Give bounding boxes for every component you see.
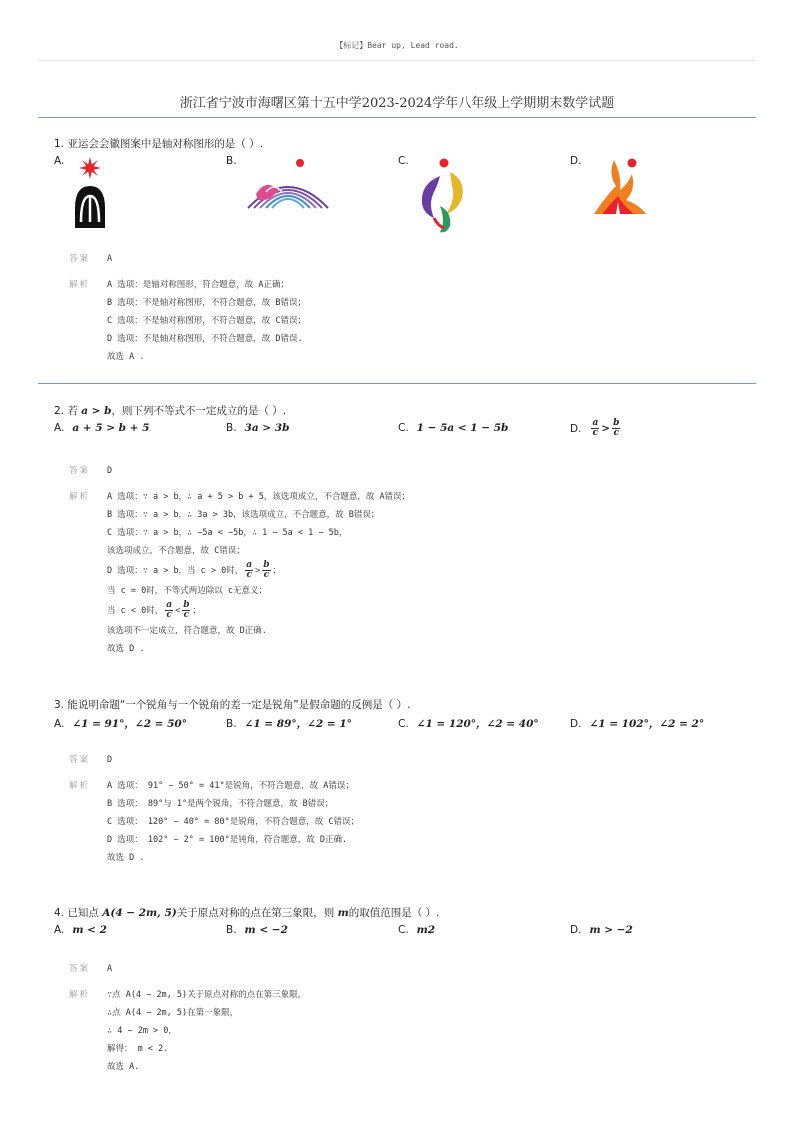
option-c-label: C. — [398, 155, 409, 167]
option-a: A. ∠1 = 91°，∠2 = 50° — [54, 718, 187, 730]
emblem-b-icon — [244, 156, 332, 218]
emblem-a-icon — [70, 156, 110, 230]
section-divider — [38, 383, 756, 384]
analysis-line: B 选项：不是轴对称图形，不符合题意，故 B错误； — [107, 298, 306, 308]
analysis-line: D 选项：不是轴对称图形，不符合题意，故 D错误. — [107, 334, 303, 344]
analysis-line: C 选项：∵ a > b，∴ −5a < −5b，∴ 1 − 5a < 1 − 5b， — [107, 528, 348, 538]
analysis-line: D 选项： 102° − 2° = 100°是钝角，符合题意，故 D正确. — [107, 835, 348, 845]
option-b-label: B. — [226, 155, 237, 167]
question-2-options — [54, 418, 754, 440]
analysis-row — [69, 276, 754, 294]
section-divider — [38, 117, 756, 118]
analysis-row — [69, 488, 754, 506]
question-3-stem: 3. 能说明命题“一个锐角与一个锐角的差一定是锐角”是假命题的反例是（ ）. — [54, 699, 411, 711]
question-4-options — [54, 924, 754, 942]
question-2 — [54, 403, 754, 440]
option-a-label: A. — [54, 155, 65, 167]
analysis-line: ∴点 A(4 − 2m, 5)在第一象限， — [107, 1008, 239, 1018]
question-2-stem: 2. 若 a > b，则下列不等式不一定成立的是（ ）. — [54, 405, 287, 417]
analysis-line: B 选项：∵ a > b，∴ 3a > 3b，该选项成立，不合题意，故 B错误； — [107, 510, 380, 520]
analysis-line: B 选项： 89°与 1°是两个锐角，不符合题意，故 B错误； — [107, 799, 334, 809]
analysis-row — [69, 777, 754, 795]
answer-value: A — [107, 254, 113, 264]
option-c: C. ∠1 = 120°，∠2 = 40° — [398, 718, 539, 730]
answer-value: D — [107, 466, 113, 476]
analysis-line: ∵点 A(4 − 2m, 5)关于原点对称的点在第三象限， — [107, 990, 307, 1000]
option-d: D. $\frac{a}{c}$ > $\frac{b}{c}$ — [570, 418, 620, 438]
question-3 — [54, 697, 754, 734]
analysis-line: 当 c = 0时，不等式两边除以 c无意义； — [107, 586, 267, 596]
analysis-line: A 选项： 91° − 50° = 41°是锐角，不符合题意，故 A错误； — [107, 781, 354, 791]
question-4-stem: 4. 已知点 A(4 − 2m, 5)关于原点对称的点在第三象限，则 m的取值范围是（ ）. — [54, 907, 440, 919]
stem-math: a > b — [81, 405, 112, 417]
header-motto: 【标记】Bear up, Lead road. — [335, 41, 459, 50]
question-4-solution — [54, 960, 754, 1076]
emblem-d-icon — [588, 156, 650, 218]
option-a: A. a + 5 > b + 5 — [54, 422, 150, 434]
option-b: B. 3a > 3b — [226, 422, 290, 434]
analysis-line: 该选项不一定成立，符合题意，故 D正确. — [107, 626, 267, 636]
analysis-line: A 选项：∵ a > b，∴ a + 5 > b + 5，该选项成立，不合题意，故 A错误； — [107, 492, 411, 502]
analysis-tag: 解析 — [69, 990, 91, 1000]
option-c: C. 1 − 5a < 1 − 5b — [398, 422, 509, 434]
answer-tag: 答案 — [69, 254, 91, 264]
question-1-solution — [54, 250, 754, 366]
analysis-line: 故选 D . — [107, 644, 145, 654]
analysis-tag: 解析 — [69, 280, 91, 290]
answer-tag: 答案 — [69, 755, 91, 765]
analysis-line: 故选 A. — [107, 1062, 140, 1072]
analysis-line: 故选 D . — [107, 853, 145, 863]
page-title: 浙江省宁波市海曙区第十五中学2023-2024学年八年级上学期期末数学试题 — [179, 96, 615, 111]
answer-row — [69, 960, 754, 978]
analysis-tag: 解析 — [69, 781, 91, 791]
analysis-line: A 选项：是轴对称图形，符合题意，故 A正确； — [107, 280, 289, 290]
emblem-c-icon — [416, 156, 470, 234]
analysis-line: C 选项：不是轴对称图形，不符合题意，故 C错误； — [107, 316, 306, 326]
analysis-line: 解得： m < 2. — [107, 1044, 169, 1054]
option-c: C. m2 — [398, 924, 436, 936]
analysis-line: 该选项成立，不合题意，故 C错误； — [107, 546, 245, 556]
answer-row — [69, 250, 754, 268]
answer-tag: 答案 — [69, 466, 91, 476]
option-b: B. ∠1 = 89°，∠2 = 1° — [226, 718, 352, 730]
analysis-line: ∴ 4 − 2m > 0， — [107, 1026, 177, 1036]
question-3-solution — [54, 751, 754, 867]
question-3-options — [54, 716, 754, 734]
option-b: B. m < −2 — [226, 924, 288, 936]
header-divider — [38, 60, 756, 61]
option-d-label: D. — [570, 155, 582, 167]
option-a: A. m < 2 — [54, 924, 107, 936]
answer-row — [69, 462, 754, 480]
answer-value: A — [107, 964, 113, 974]
option-d: D. ∠1 = 102°，∠2 = 2° — [570, 718, 705, 730]
question-2-solution — [54, 462, 754, 658]
analysis-line: 故选 A . — [107, 352, 145, 362]
answer-row — [69, 751, 754, 769]
question-1-stem: 1. 亚运会会徽图案中是轴对称图形的是（ ）. — [54, 138, 264, 150]
analysis-row — [69, 986, 754, 1004]
answer-tag: 答案 — [69, 964, 91, 974]
analysis-tag: 解析 — [69, 492, 91, 502]
answer-value: D — [107, 755, 113, 765]
analysis-line: D 选项：∵ a > b，当 c > 0时， $\frac{a}{c}$ > $\frac{b}{c}$ ； — [107, 560, 282, 580]
analysis-line: C 选项： 120° − 40° = 80°是锐角，不符合题意，故 C错误； — [107, 817, 359, 827]
analysis-line: 当 c < 0时， $\frac{a}{c}$ < $\frac{b}{c}$ ； — [107, 600, 201, 620]
question-4 — [54, 905, 754, 942]
option-d: D. m > −2 — [570, 924, 633, 936]
